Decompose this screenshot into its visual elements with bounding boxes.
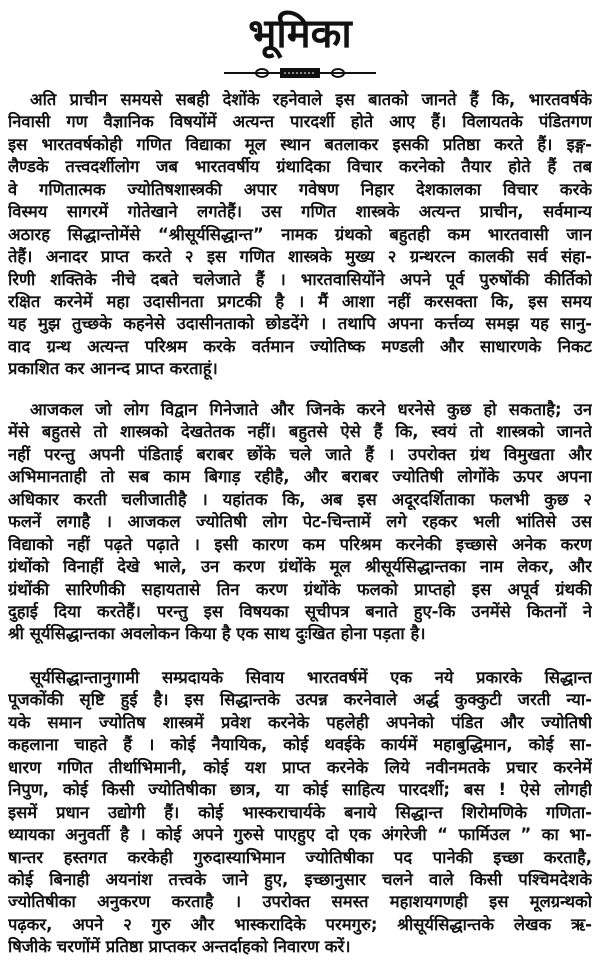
text-line: इस भारतवर्षकोही गणित विद्याका मूल स्थान बतलाकर इसकी प्रतिष्ठा करते हैं। इङ्ग- <box>8 134 592 154</box>
text-line: आजकल जो लोग विद्वान गिनेजाते और जिनके करने धरनेसे कुछ हो सकताहै; उन <box>30 400 592 419</box>
paragraph-3 <box>8 667 592 959</box>
text-line: धारण गणित तीर्थाभिमानी, कोई यश प्राप्त करनेके लिये नवीनमतके प्रचार करनेमें <box>8 757 592 777</box>
text-line: दुहाई दिया करतेहैं। परन्तु इस विषयका सूचीपत्र बनाते हुए-कि उनमेंसे कितनों ने <box>8 601 592 621</box>
text-line: अधिकार करती चलीजातीहै । यहांतक कि, अब इस अदूरदर्शिताका फलभी कुछ २ <box>8 489 592 509</box>
text-line: ज्योतिषीका अनुकरण करताहै । उपरोक्त समस्त महाशयगणही इस मूलग्रन्थको <box>8 892 592 912</box>
text-line: पूजकोंकी सृष्टि हुई है। इस सिद्धान्तके उत्पन्न करनेवाले अर्द्ध कुक्कुटी जरती न्या- <box>8 690 592 710</box>
text-line: कहलाना चाहते हैं । कोई नैयायिक, कोई थवईके कार्यमें महाबुद्धिमान, कोई सा- <box>8 735 592 755</box>
text-line: लैण्डके तत्त्वदर्शीलोग जब भारतवर्षीय ग्रंथादिका विचार करनेको तैयार होते हैं तब <box>8 157 592 177</box>
text-line: तेहैं। अनादर प्राप्त करते २ इस गणित शास्त्रके मुख्य २ ग्रन्थरत्न कालकी सर्व संहा- <box>8 247 592 267</box>
text-line: इसमें प्रधान उद्योगी हैं। कोई भास्कराचार्यके बनाये सिद्धान्त शिरोमणिके गणिता- <box>8 802 592 822</box>
text-line: नहीं परन्तु अपनी पंडिताई बराबर छोंके चले जाते हैं । उपरोक्त ग्रंथ विमुखता और <box>8 444 592 464</box>
text-line: वे गणितात्मक ज्योतिषशास्त्रकी अपार गवेषण निहार देशकालका विचार करके <box>8 179 592 199</box>
text-line: प्रकाशित कर आनन्द प्राप्त करताहूं। <box>8 359 218 379</box>
text-line: निवासी गण वैज्ञानिक विषयोंमें अत्यन्त पारदर्शी होते आए हैं। विलायतके पंडितगण <box>8 112 592 132</box>
text-line: रिणी शक्तिके नीचे दबते चलेजाते हैं । भारतवासियोंने अपने पूर्व पुरुषोंकी कीर्तिको <box>8 269 592 289</box>
text-line: ध्यायका अनुवर्ती है । कोई अपने गुरुसे पाएहुए दो एक अंगरेजी “ फार्मिउल ” का भा- <box>8 825 592 845</box>
text-line: फलनें लगाहै । आजकल ज्योतिषी लोग पेट-चिन्तामें लगे रहकर भली भांतिसे उस <box>8 512 592 532</box>
text-line: विस्मय सागरमें गोतेखाने लगतेहैं। उस गणित शास्त्रके अत्यन्त प्राचीन, सर्वमान्य <box>8 202 592 222</box>
text-line: निपुण, कोई किसी ज्योतिषीका छात्र, या कोई साहित्य पारदर्शी; बस ! ऐसे लोगही <box>8 780 592 800</box>
text-line: वाद ग्रन्थ अत्यन्त परिश्रम करके वर्तमान ज्योतिष्क मण्डली और साधारणके निकट <box>8 336 592 356</box>
text-line: रक्षित करनेमें महा उदासीनता प्रगटकी है । मैं आशा नहीं करसक्ता कि, इस समय <box>8 291 592 311</box>
text-line: अठारह सिद्धान्तोमेंसे “श्रीसूर्यसिद्धान्त” नामक ग्रंथको बहुतही कम भारतवासी जान <box>8 224 592 244</box>
paragraph-1 <box>8 89 592 381</box>
text-line: यह मुझ तुच्छके कहनेसे उदासीनताको छोडदेंगे । तथापि अपना कर्त्तव्य समझ यह सानु- <box>8 314 592 334</box>
text-line: षान्तर हस्तगत करकेही गुरुदास्याभिमान ज्योतिषीका पद पानेकी इच्छा करताहै, <box>8 847 592 867</box>
text-line: विद्याको नहीं पढ़ते पढ़ाते । इसी कारण कम परिश्रम करनेकी इच्छासे अनेक करण <box>8 534 592 554</box>
text-line: षिजीके चरणोंमें प्रतिष्ठा प्राप्तकर अन्तर्दाहको निवारण करें। <box>8 937 351 957</box>
text-line: अभिमानताही तो सब काम बिगाड़ रहीहै, और बराबर ज्योतिषी लोगोंके ऊपर अपना <box>8 467 592 487</box>
text-line: यके समान ज्योतिष शास्त्रमें प्रवेश करनेके पहलेही अपनेको पंडित और ज्योतिषी <box>8 712 592 732</box>
text-line: कोई बिनाही अयनांश तत्त्वके जाने हुए, इच्छानुसार चलने वाले किसी पश्चिमदेशके <box>8 869 592 889</box>
text-line: ग्रंथोंकी सारिणीकी सहायतासे तिन करण ग्रंथोंके फलको प्राप्तहो इस अपूर्व ग्रंथकी <box>8 579 592 599</box>
text-line: श्री सूर्यसिद्धान्तका अवलोकन किया है एक साथ दुःखित होना पड़ता है। <box>8 624 426 644</box>
ornament-divider-icon <box>222 66 378 80</box>
text-line: मेंसे बहुतसे तो शास्त्रको देखतेतक नहीं। बहुतसे ऐसे हैं कि, स्वयं तो शास्त्रको जानते <box>8 422 592 442</box>
text-line: सूर्यसिद्धान्तानुगामी सम्प्रदायके सिवाय भारतवर्षमें एक नये प्रकारके सिद्धान्त <box>30 668 592 687</box>
text-line: पढ़कर, अपने २ गुरु और भास्करादिके परमगुरु; श्रीसूर्यसिद्धान्तके लेखक ऋ- <box>8 914 592 934</box>
page-title: भूमिका <box>248 11 352 57</box>
text-line: ग्रंथोंको विनाहीं देखे भाले, उन करण ग्रंथोंके मूल श्रीसूर्यसिद्धान्तका नाम लेकर, और <box>8 557 592 577</box>
paragraph-2 <box>8 399 592 646</box>
text-line: अति प्राचीन समयसे सबही देशोंके रहनेवाले इस बातको जानते हैं कि, भारतवर्षके <box>30 90 592 109</box>
